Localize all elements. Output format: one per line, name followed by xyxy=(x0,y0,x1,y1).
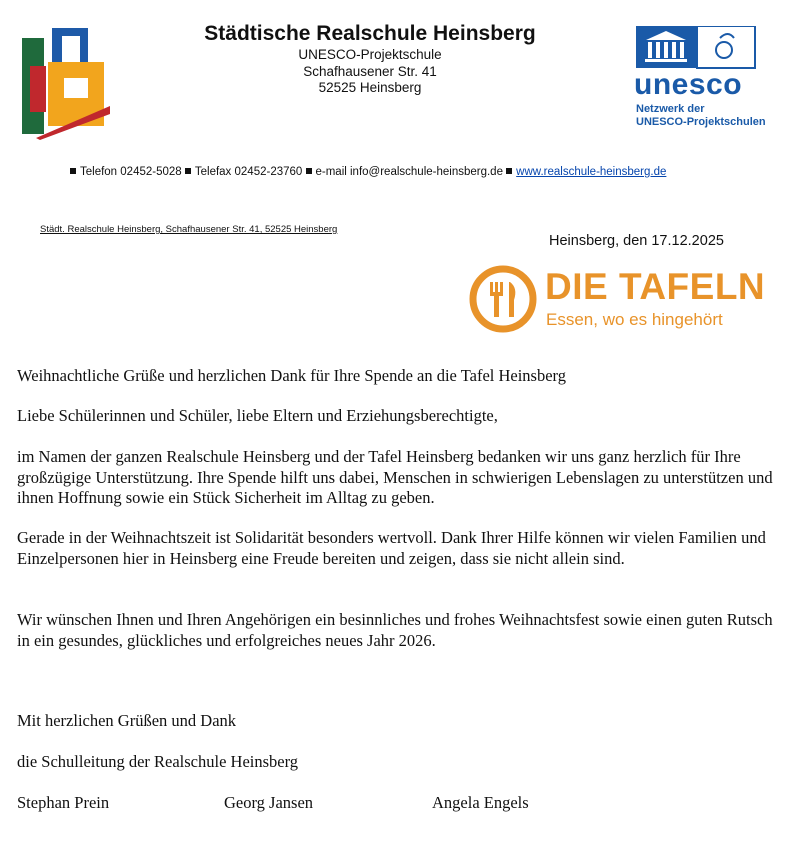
bullet-square-icon xyxy=(306,168,312,174)
school-logo xyxy=(18,22,110,140)
letter-salutation: Liebe Schülerinnen und Schüler, liebe Eltern und Erziehungsberechtigte, xyxy=(17,406,498,425)
tafeln-logo-icon xyxy=(468,264,538,334)
signatory-1: Stephan Prein xyxy=(17,793,110,812)
tafeln-wordmark: DIE TAFELN xyxy=(545,266,766,307)
unesco-logo xyxy=(636,26,756,70)
bullet-square-icon xyxy=(506,168,512,174)
bullet-square-icon xyxy=(70,168,76,174)
contact-phone: Telefon 02452-5028 xyxy=(80,166,182,178)
letter-subject: Weihnachtliche Grüße und herzlichen Dank für Ihre Spende an die Tafel Heinsberg xyxy=(17,366,566,385)
website-link[interactable]: www.realschule-heinsberg.de xyxy=(516,166,667,178)
letter-date: Heinsberg, den 17.12.2025 xyxy=(549,233,724,249)
school-subtitle: UNESCO-Projektschule xyxy=(298,47,442,62)
contact-fax: Telefax 02452-23760 xyxy=(194,166,303,178)
signatory-2: Georg Jansen xyxy=(224,793,314,812)
bullet-square-icon xyxy=(185,168,191,174)
signatory-3: Angela Engels xyxy=(432,793,529,812)
contact-email: e-mail info@realschule-heinsberg.de xyxy=(315,166,503,178)
letter-paragraph-1: im Namen der ganzen Realschule Heinsberg und der Tafel Heinsberg bedanken wir uns ganz herzlich für Ihre großzügige Unterstützung. Ihre Spende hilft uns dabei, Menschen in schwierigen Lebenslagen zu unterstützen und ihnen Hoffnung sowie ein Stück Sicherheit im Alltag zu geben. xyxy=(17,447,773,507)
tafeln-slogan: Essen, wo es hingehört xyxy=(546,310,723,329)
school-name: Städtische Realschule Heinsberg xyxy=(204,22,536,45)
letter-paragraph-3: Wir wünschen Ihnen und Ihren Angehörigen ein besinnliches und frohes Weihnachtsfest sowie einen guten Rutsch in ein gesundes, glückliches und erfolgreiches neues Jahr 2026. xyxy=(17,610,773,650)
unesco-wordmark: unesco xyxy=(634,68,743,101)
school-street: Schafhausener Str. 41 xyxy=(303,64,437,79)
unesco-emblem-icon xyxy=(636,26,756,70)
letter-closing: Mit herzlichen Grüßen und Dank xyxy=(17,711,237,730)
letter-paragraph-2: Gerade in der Weihnachtszeit ist Solidarität besonders wertvoll. Dank Ihrer Hilfe können wir vielen Familien und Einzelpersonen hier in Heinsberg eine Freude bereiten und zeigen, dass sie nicht allein sind. xyxy=(17,528,766,568)
unesco-network-line2: UNESCO-Projektschulen xyxy=(636,116,766,128)
sender-address-line: Städt. Realschule Heinsberg, Schafhausener Str. 41, 52525 Heinsberg xyxy=(40,224,338,235)
school-city: 52525 Heinsberg xyxy=(318,80,422,95)
unesco-network-line1: Netzwerk der xyxy=(636,103,705,115)
contact-line xyxy=(70,166,666,178)
letter-signoff: die Schulleitung der Realschule Heinsberg xyxy=(17,752,299,771)
